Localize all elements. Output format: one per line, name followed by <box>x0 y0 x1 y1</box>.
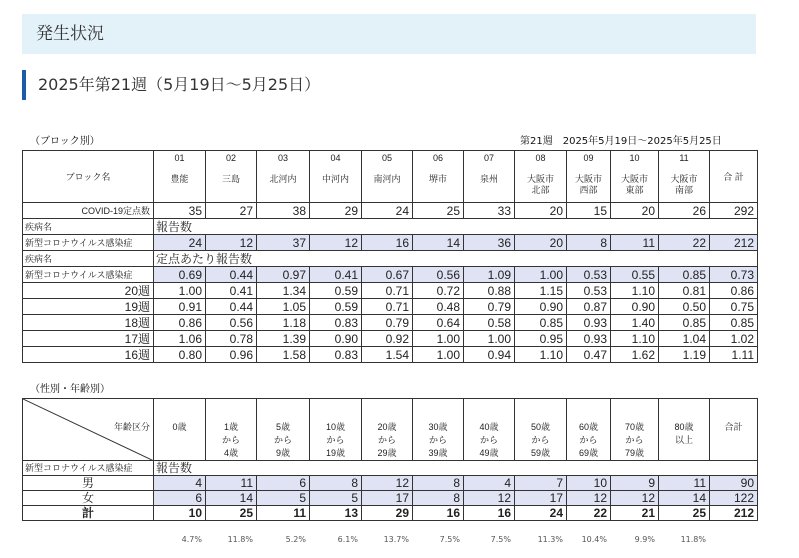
block-code: 03 <box>277 153 288 163</box>
rate-value: 1.19 <box>659 347 710 363</box>
rate-value: 0.96 <box>206 347 257 363</box>
rate-value: 1.58 <box>257 347 310 363</box>
block-name: 南河内 <box>373 174 401 184</box>
rate-value: 1.00 <box>154 283 206 299</box>
rate-value: 1.09 <box>464 267 515 283</box>
age-count-value: 10 <box>154 506 206 521</box>
count-value: 36 <box>464 235 515 251</box>
age-count-total: 122 <box>710 491 758 506</box>
rate-value: 0.56 <box>413 267 464 283</box>
sentinel-value: 29 <box>310 203 362 219</box>
age-percentage: 7.5% <box>439 535 460 544</box>
age-count-value: 6 <box>257 476 310 491</box>
age-caption: （性別・年齢別） <box>30 384 110 395</box>
age-count-value: 17 <box>362 491 413 506</box>
rate-value: 1.10 <box>611 331 659 347</box>
block-code: 01 <box>174 153 185 163</box>
rate-value: 0.79 <box>464 299 515 315</box>
rate-value: 0.95 <box>515 331 567 347</box>
rate-value: 0.85 <box>659 267 710 283</box>
rate-value: 1.00 <box>413 347 464 363</box>
rate-value: 1.15 <box>515 283 567 299</box>
age-count-header-row <box>23 461 758 476</box>
count-value: 14 <box>413 235 464 251</box>
block-column-header <box>464 151 515 203</box>
age-percentage: 4.7% <box>181 535 202 544</box>
block-name: 大阪市 南部 <box>670 174 698 195</box>
block-code: 02 <box>225 153 236 163</box>
sex-label: 女 <box>23 491 154 506</box>
block-column-header <box>310 151 362 203</box>
rate-value: 0.90 <box>611 299 659 315</box>
rate-total: 0.85 <box>710 315 758 331</box>
age-count-value: 11 <box>257 506 310 521</box>
age-count-value: 12 <box>567 491 611 506</box>
age-count-value: 12 <box>362 476 413 491</box>
block-caption: （ブロック別） <box>30 136 100 147</box>
rate-value: 1.00 <box>515 267 567 283</box>
rate-value: 0.71 <box>362 299 413 315</box>
age-count-value: 9 <box>611 476 659 491</box>
rate-value: 0.90 <box>515 299 567 315</box>
age-count-value: 4 <box>154 476 206 491</box>
block-code: 05 <box>381 153 392 163</box>
age-count-value: 17 <box>515 491 567 506</box>
age-column-header: 80歳 以上 <box>659 399 710 461</box>
block-total-header: 合 計 <box>710 151 758 203</box>
age-count-value: 29 <box>362 506 413 521</box>
rate-header: 定点あたり報告数 <box>154 251 758 267</box>
disease-name: 新型コロナウイルス感染症 <box>23 235 154 251</box>
block-week-label: 第21週 2025年5月19日～2025年5月25日 <box>520 136 722 147</box>
rate-value: 0.93 <box>567 315 611 331</box>
block-name: 中河内 <box>321 174 349 184</box>
rate-value: 0.80 <box>154 347 206 363</box>
rate-value: 1.00 <box>413 331 464 347</box>
rate-value: 1.06 <box>154 331 206 347</box>
block-name: 豊能 <box>170 174 189 184</box>
count-row <box>23 235 758 251</box>
rate-value: 0.48 <box>413 299 464 315</box>
age-count-value: 25 <box>206 506 257 521</box>
age-count-value: 12 <box>611 491 659 506</box>
disease-name: 新型コロナウイルス感染症 <box>23 461 154 476</box>
block-name-header: ブロック名 <box>23 151 154 203</box>
disease-label: 疾病名 <box>23 251 154 267</box>
age-corner-cell <box>23 399 154 461</box>
age-count-value: 12 <box>464 491 515 506</box>
age-percentage: 6.1% <box>337 535 358 544</box>
section-title-banner <box>22 14 756 54</box>
rate-value: 0.87 <box>567 299 611 315</box>
block-code: 10 <box>629 153 640 163</box>
rate-value: 1.10 <box>515 347 567 363</box>
rate-value: 0.41 <box>310 267 362 283</box>
block-code: 11 <box>679 153 689 163</box>
rate-value: 0.55 <box>611 267 659 283</box>
age-percentage: 7.5% <box>490 535 511 544</box>
age-count-value: 4 <box>464 476 515 491</box>
block-name: 堺市 <box>428 174 447 184</box>
rate-value: 0.41 <box>206 283 257 299</box>
week-label: 16週 <box>23 347 154 363</box>
age-count-value: 8 <box>310 476 362 491</box>
rate-value: 0.59 <box>310 299 362 315</box>
week-label: 17週 <box>23 331 154 347</box>
block-code: 08 <box>535 153 546 163</box>
rate-value: 0.90 <box>310 331 362 347</box>
age-column-header: 60歳 から 69歳 <box>567 399 611 461</box>
rate-value: 0.97 <box>257 267 310 283</box>
rate-value: 1.54 <box>362 347 413 363</box>
age-count-value: 22 <box>567 506 611 521</box>
count-header-row <box>23 219 758 235</box>
rate-value: 1.10 <box>611 283 659 299</box>
rate-total: 1.11 <box>710 347 758 363</box>
age-count-value: 10 <box>567 476 611 491</box>
rate-total: 1.02 <box>710 331 758 347</box>
age-column-header: 50歳 から 59歳 <box>515 399 567 461</box>
rate-value: 1.39 <box>257 331 310 347</box>
rate-value: 1.18 <box>257 315 310 331</box>
rate-value: 0.59 <box>310 283 362 299</box>
age-count-value: 8 <box>413 491 464 506</box>
sentinel-label: COVID-19定点数 <box>23 203 154 219</box>
block-column-header <box>257 151 310 203</box>
rate-value: 0.64 <box>413 315 464 331</box>
block-code: 09 <box>583 153 594 163</box>
age-count-total: 90 <box>710 476 758 491</box>
count-header: 報告数 <box>154 219 758 235</box>
block-name: 大阪市 北部 <box>526 174 554 195</box>
age-count-value: 14 <box>659 491 710 506</box>
rate-value: 1.34 <box>257 283 310 299</box>
age-total-header: 合計 <box>710 399 758 461</box>
block-column-header <box>206 151 257 203</box>
block-name: 大阪市 西部 <box>574 174 602 195</box>
block-column-header <box>515 151 567 203</box>
week-label: 18週 <box>23 315 154 331</box>
block-column-header <box>659 151 710 203</box>
sex-label: 計 <box>23 506 154 521</box>
age-column-header: 10歳 から 19歳 <box>310 399 362 461</box>
age-percentage: 13.7% <box>383 535 409 544</box>
count-value: 20 <box>515 235 567 251</box>
rate-value: 0.94 <box>464 347 515 363</box>
age-header-row <box>23 399 758 461</box>
age-percentage: 9.9% <box>634 535 655 544</box>
block-code: 06 <box>432 153 443 163</box>
count-header: 報告数 <box>154 461 758 476</box>
count-value: 37 <box>257 235 310 251</box>
sentinel-value: 20 <box>611 203 659 219</box>
rate-history-row <box>23 283 758 299</box>
rate-value: 1.00 <box>464 331 515 347</box>
count-total: 212 <box>710 235 758 251</box>
rate-value: 0.81 <box>659 283 710 299</box>
rate-value: 0.92 <box>362 331 413 347</box>
rate-value: 0.58 <box>464 315 515 331</box>
rate-value: 0.79 <box>362 315 413 331</box>
rate-value: 0.86 <box>154 315 206 331</box>
age-percentage: 5.2% <box>285 535 306 544</box>
block-column-header <box>413 151 464 203</box>
rate-value: 0.47 <box>567 347 611 363</box>
age-percentage: 11.8% <box>680 535 706 544</box>
block-name: 三島 <box>221 174 240 184</box>
sentinel-value: 27 <box>206 203 257 219</box>
block-header-row <box>23 151 758 203</box>
rate-value: 0.78 <box>206 331 257 347</box>
age-count-value: 13 <box>310 506 362 521</box>
disease-name: 新型コロナウイルス感染症 <box>23 267 154 283</box>
rate-value: 0.69 <box>154 267 206 283</box>
sentinel-value: 38 <box>257 203 310 219</box>
rate-history-row <box>23 299 758 315</box>
count-value: 22 <box>659 235 710 251</box>
age-count-value: 21 <box>611 506 659 521</box>
count-value: 12 <box>206 235 257 251</box>
rate-value: 0.56 <box>206 315 257 331</box>
week-title: 2025年第21週（5月19日～5月25日） <box>38 75 321 94</box>
rate-total: 0.75 <box>710 299 758 315</box>
age-count-value: 14 <box>206 491 257 506</box>
disease-label: 疾病名 <box>23 219 154 235</box>
age-count-value: 16 <box>413 506 464 521</box>
rate-value: 1.62 <box>611 347 659 363</box>
rate-value: 0.53 <box>567 283 611 299</box>
rate-value: 1.05 <box>257 299 310 315</box>
age-count-total: 212 <box>710 506 758 521</box>
count-value: 12 <box>310 235 362 251</box>
count-value: 24 <box>154 235 206 251</box>
age-sex-row <box>23 491 758 506</box>
rate-value: 0.83 <box>310 347 362 363</box>
sentinel-total: 292 <box>710 203 758 219</box>
age-count-value: 25 <box>659 506 710 521</box>
rate-value: 0.88 <box>464 283 515 299</box>
age-count-value: 24 <box>515 506 567 521</box>
block-column-header <box>611 151 659 203</box>
age-count-value: 8 <box>413 476 464 491</box>
week-heading <box>22 70 320 100</box>
rate-value: 0.71 <box>362 283 413 299</box>
week-label: 19週 <box>23 299 154 315</box>
age-count-value: 6 <box>154 491 206 506</box>
age-column-header: 30歳 から 39歳 <box>413 399 464 461</box>
rate-history-row <box>23 331 758 347</box>
count-value: 16 <box>362 235 413 251</box>
rate-value: 0.93 <box>567 331 611 347</box>
age-total-row <box>23 506 758 521</box>
sentinel-value: 35 <box>154 203 206 219</box>
block-code: 07 <box>483 153 494 163</box>
age-count-value: 5 <box>257 491 310 506</box>
rate-value: 0.53 <box>567 267 611 283</box>
sex-label: 男 <box>23 476 154 491</box>
age-percentage: 10.4% <box>581 535 607 544</box>
block-column-header <box>567 151 611 203</box>
week-label: 20週 <box>23 283 154 299</box>
age-sex-row <box>23 476 758 491</box>
rate-total: 0.73 <box>710 267 758 283</box>
age-column-header: 70歳 から 79歳 <box>611 399 659 461</box>
sentinel-value: 25 <box>413 203 464 219</box>
rate-value: 0.50 <box>659 299 710 315</box>
sentinel-value: 26 <box>659 203 710 219</box>
rate-value: 0.85 <box>515 315 567 331</box>
count-value: 8 <box>567 235 611 251</box>
rate-history-row <box>23 315 758 331</box>
age-count-value: 16 <box>464 506 515 521</box>
rate-value: 0.67 <box>362 267 413 283</box>
sentinel-value: 24 <box>362 203 413 219</box>
block-table <box>22 150 758 363</box>
age-column-header: 20歳 から 29歳 <box>362 399 413 461</box>
age-count-value: 11 <box>206 476 257 491</box>
block-code: 04 <box>330 153 341 163</box>
section-title: 発生状況 <box>36 24 104 44</box>
age-count-value: 11 <box>659 476 710 491</box>
sentinel-value: 15 <box>567 203 611 219</box>
rate-value: 0.83 <box>310 315 362 331</box>
rate-value: 0.44 <box>206 299 257 315</box>
rate-value: 1.04 <box>659 331 710 347</box>
rate-header-row <box>23 251 758 267</box>
age-corner-label: 年齢区分 <box>113 422 150 432</box>
age-column-header: 0歳 <box>154 399 206 461</box>
rate-value: 0.91 <box>154 299 206 315</box>
block-column-header <box>362 151 413 203</box>
rate-current-row <box>23 267 758 283</box>
age-percentage: 11.8% <box>227 535 253 544</box>
age-column-header: 1歳 から 4歳 <box>206 399 257 461</box>
block-name: 大阪市 東部 <box>620 174 648 195</box>
rate-value: 0.85 <box>659 315 710 331</box>
age-percentage: 11.3% <box>537 535 563 544</box>
sentinel-row <box>23 203 758 219</box>
age-column-header: 5歳 から 9歳 <box>257 399 310 461</box>
age-count-value: 7 <box>515 476 567 491</box>
sentinel-value: 20 <box>515 203 567 219</box>
rate-total: 0.86 <box>710 283 758 299</box>
rate-history-row <box>23 347 758 363</box>
block-name: 北河内 <box>269 174 297 184</box>
block-name: 泉州 <box>479 174 498 184</box>
age-count-value: 5 <box>310 491 362 506</box>
age-table <box>22 398 758 521</box>
age-column-header: 40歳 から 49歳 <box>464 399 515 461</box>
rate-value: 0.72 <box>413 283 464 299</box>
count-value: 11 <box>611 235 659 251</box>
rate-value: 0.44 <box>206 267 257 283</box>
block-column-header <box>154 151 206 203</box>
sentinel-value: 33 <box>464 203 515 219</box>
rate-value: 1.40 <box>611 315 659 331</box>
